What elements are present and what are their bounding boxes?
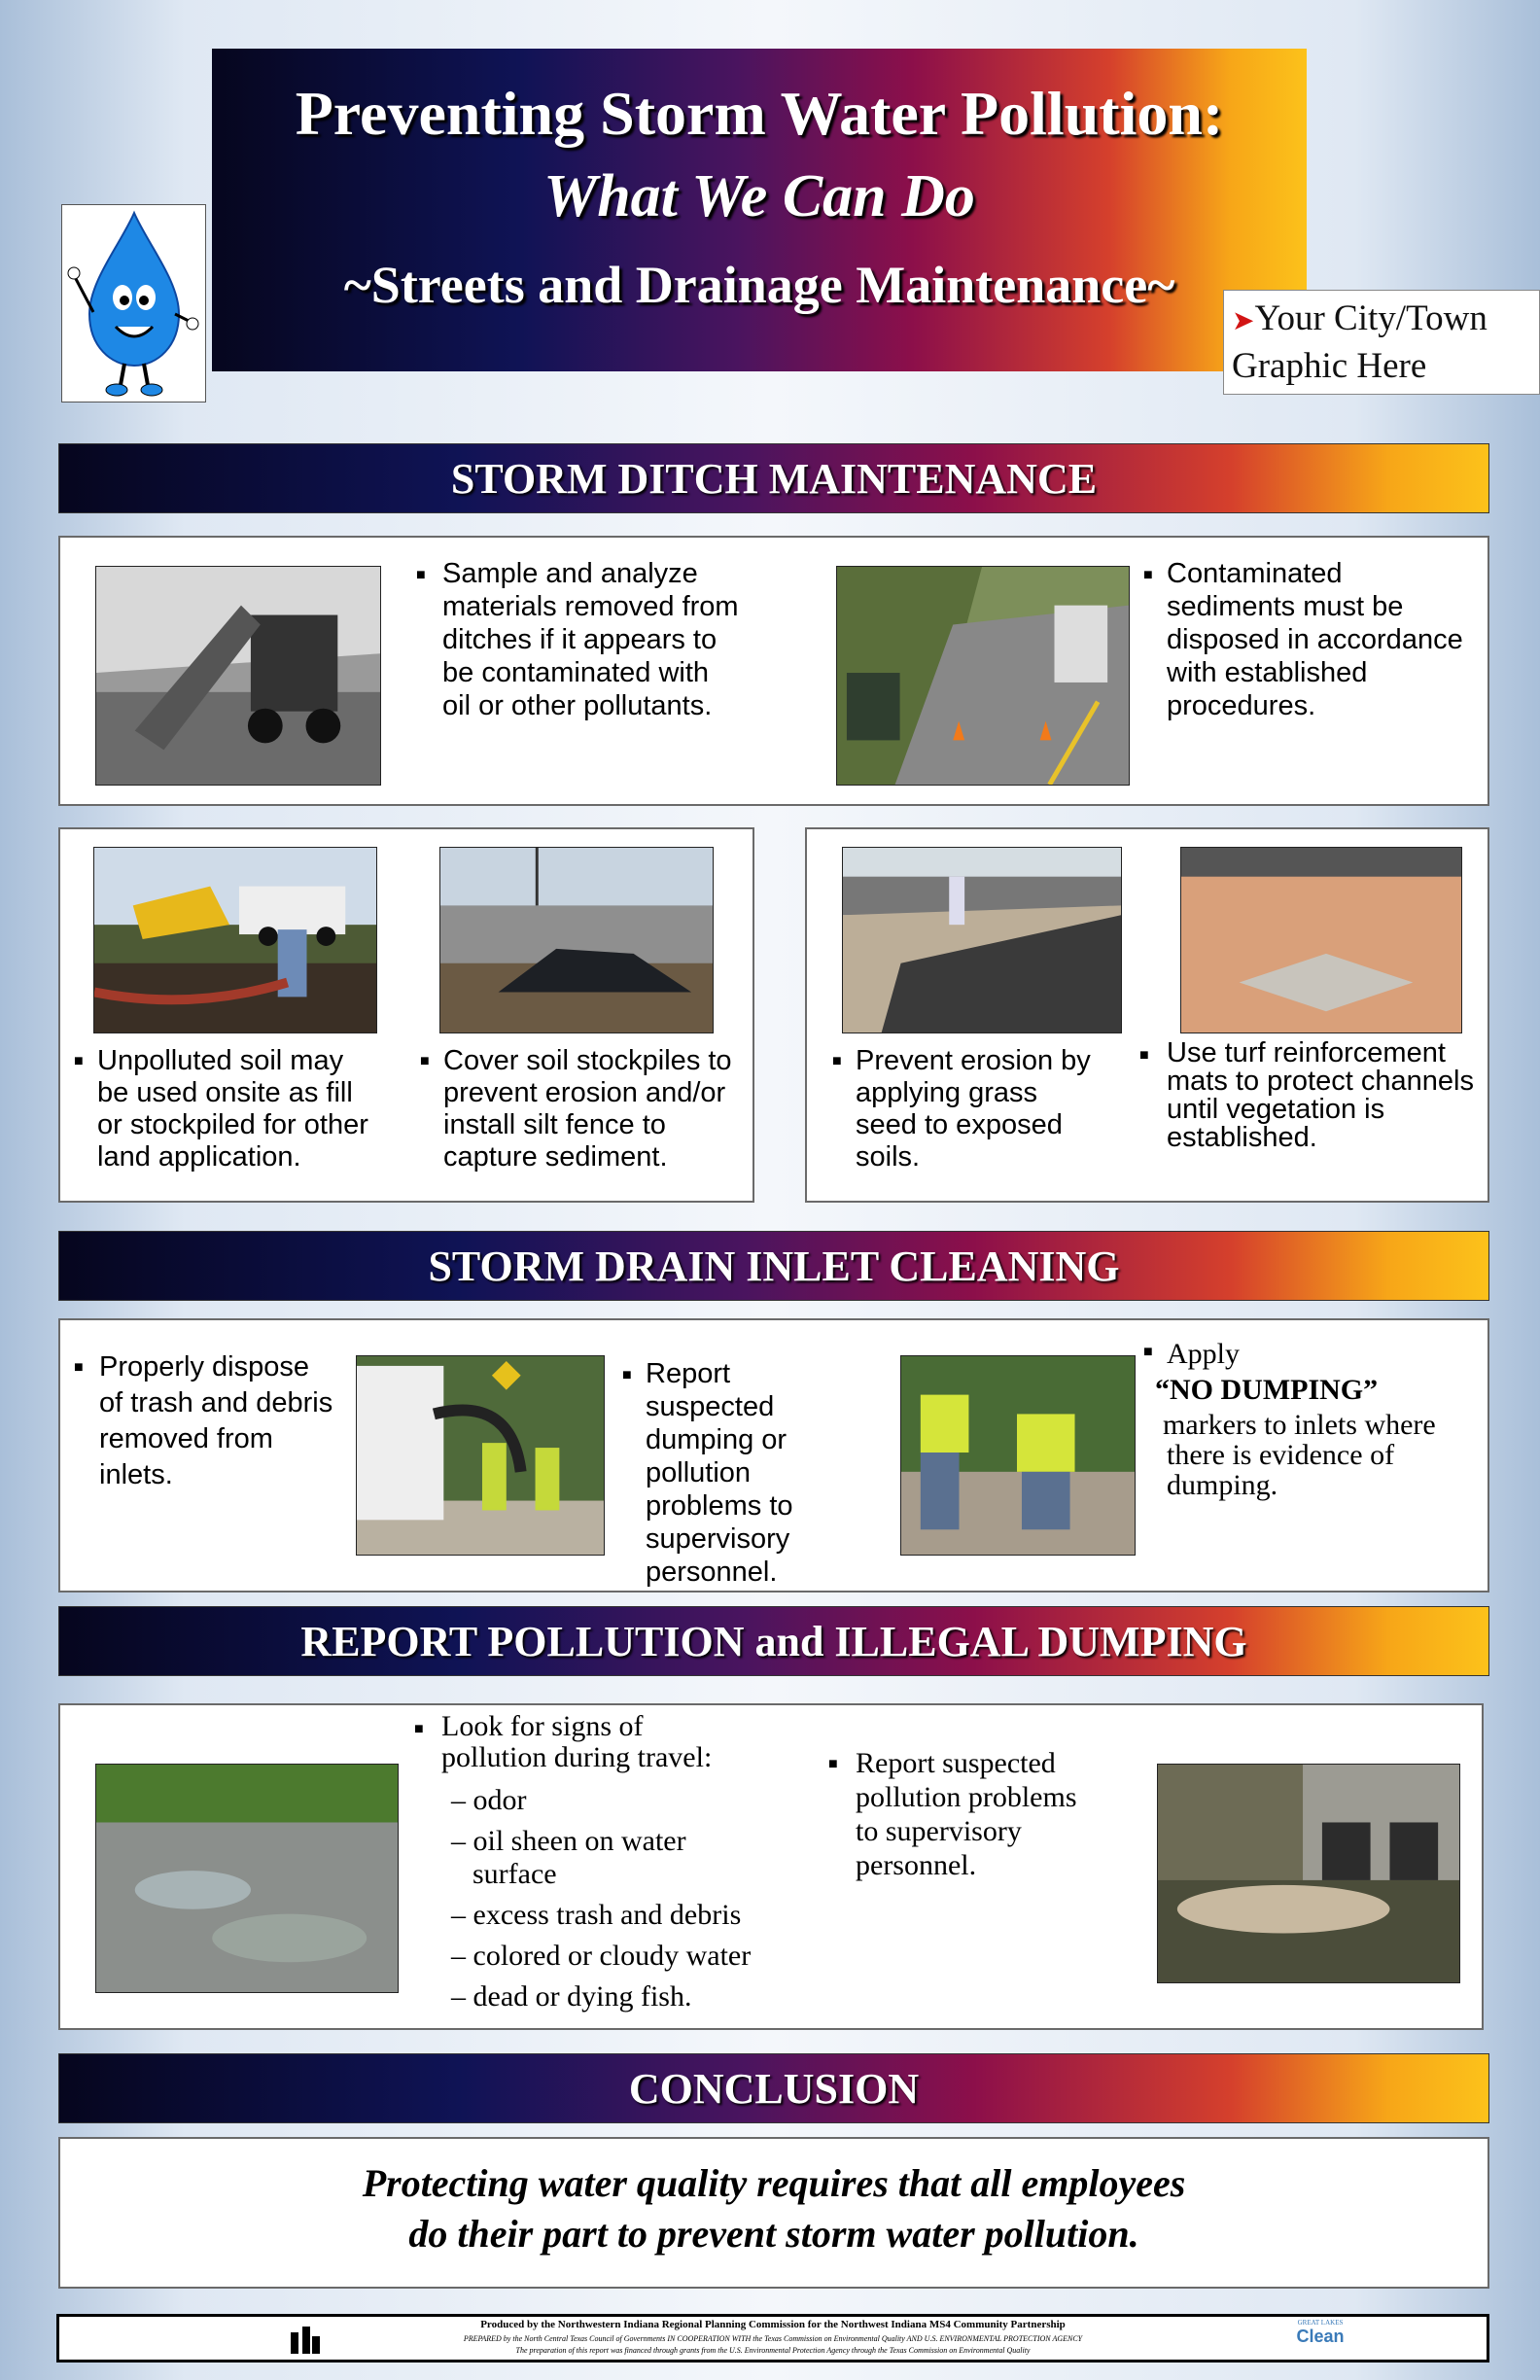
sign-oil-sheen-cont: surface bbox=[472, 1858, 557, 1890]
ditch-panel-right bbox=[805, 827, 1489, 1203]
clean-logo: GREAT LAKES Clean bbox=[1296, 2319, 1345, 2346]
report-suspected: Report suspected pollution problems to supervisory personnel. bbox=[856, 1747, 1077, 1881]
photo-culvert-trash bbox=[1157, 1764, 1460, 1983]
footer-financed-by: The preparation of this report was financed through grants from the U.S. Environmental Protection Agency through the Texas Commission on Environmental Quality bbox=[515, 2346, 1031, 2355]
ditch-item-4: Cover soil stockpiles to prevent erosion and/or install silt fence to capture sediment. bbox=[443, 1045, 732, 1172]
section-heading-report: REPORT POLLUTION and ILLEGAL DUMPING bbox=[58, 1606, 1489, 1676]
inlet-item-2: Report suspected dumping or pollution problems to supervisory personnel. bbox=[646, 1358, 793, 1588]
photo-dump-truck bbox=[95, 566, 381, 786]
ditch-item-6: Use turf reinforcement mats to protect channels until vegetation is established. bbox=[1167, 1037, 1474, 1153]
photo-turf-mat bbox=[1180, 847, 1462, 1033]
photo-marker-install bbox=[900, 1355, 1136, 1556]
sign-trash: – excess trash and debris bbox=[451, 1899, 742, 1931]
city-graphic-line1: Your City/Town bbox=[1254, 298, 1488, 338]
ditch-item-5: Prevent erosion by applying grass seed to exposed soils. bbox=[856, 1045, 1091, 1172]
arrow-icon: ➤ bbox=[1232, 306, 1255, 336]
conclusion-panel bbox=[58, 2137, 1489, 2289]
look-for-signs: Look for signs of pollution during travel: bbox=[441, 1710, 713, 1773]
sign-cloudy-water: – colored or cloudy water bbox=[451, 1940, 752, 1972]
footer bbox=[56, 2314, 1489, 2362]
ditch-item-3: Unpolluted soil may be used onsite as fill or stockpiled for other land application. bbox=[97, 1045, 368, 1172]
photo-vacuum-truck bbox=[356, 1355, 605, 1556]
bullet-icon: ■ bbox=[832, 1053, 842, 1069]
title-banner bbox=[212, 49, 1307, 371]
city-graphic-placeholder bbox=[1223, 290, 1540, 395]
conclusion-line2: do their part to prevent storm water pollution. bbox=[408, 2212, 1139, 2256]
bullet-icon: ■ bbox=[74, 1053, 84, 1069]
bullet-icon: ■ bbox=[416, 567, 426, 583]
sign-dead-fish: – dead or dying fish. bbox=[451, 1980, 692, 2012]
photo-covered-stockpile bbox=[439, 847, 714, 1033]
city-graphic-line2: Graphic Here bbox=[1232, 346, 1427, 386]
inlet-item-3-rest: markers to inlets where there is evidence of dumping. bbox=[1163, 1409, 1436, 1501]
section-heading-inlet: STORM DRAIN INLET CLEANING bbox=[58, 1231, 1489, 1301]
ditch-panel-top bbox=[58, 536, 1489, 806]
photo-roadside-crew bbox=[836, 566, 1130, 786]
inlet-item-1: Properly dispose of trash and debris removed from inlets. bbox=[99, 1351, 333, 1490]
sign-oil-sheen: – oil sheen on water bbox=[451, 1825, 686, 1857]
bullet-icon: ■ bbox=[622, 1367, 632, 1383]
photo-loader-truck bbox=[93, 847, 377, 1033]
ditch-item-1: Sample and analyze materials removed from ditches if it appears to be contaminated with oil or other pollutants. bbox=[442, 558, 739, 721]
bullet-icon: ■ bbox=[414, 1721, 424, 1737]
bullet-icon: ■ bbox=[1143, 1344, 1153, 1360]
photo-grass-seeding bbox=[842, 847, 1122, 1033]
section-heading-ditch: STORM DITCH MAINTENANCE bbox=[58, 443, 1489, 513]
sign-odor: – odor bbox=[451, 1784, 527, 1816]
inlet-item-3-apply: Apply bbox=[1167, 1338, 1240, 1370]
bullet-icon: ■ bbox=[1139, 1047, 1149, 1064]
no-dumping-label: “NO DUMPING” bbox=[1155, 1374, 1379, 1406]
poster-title: Preventing Storm Water Pollution: bbox=[295, 79, 1224, 148]
footer-produced-by: Produced by the Northwestern Indiana Regional Planning Commission for the Northwest Indiana MS4 Community Partnership bbox=[480, 2319, 1066, 2330]
inlet-panel bbox=[58, 1318, 1489, 1592]
section-heading-conclusion: CONCLUSION bbox=[58, 2053, 1489, 2123]
ditch-item-2: Contaminated sediments must be disposed in accordance with established procedures. bbox=[1167, 558, 1463, 721]
bullet-icon: ■ bbox=[828, 1756, 838, 1772]
photo-polluted-water bbox=[95, 1764, 399, 1993]
nirpc-logo-icon bbox=[289, 2323, 322, 2356]
water-drop-mascot-icon bbox=[61, 204, 206, 402]
bullet-icon: ■ bbox=[420, 1053, 430, 1069]
report-panel bbox=[58, 1703, 1484, 2030]
poster-subtitle: What We Can Do bbox=[543, 163, 975, 229]
bullet-icon: ■ bbox=[74, 1359, 84, 1376]
ditch-panel-left bbox=[58, 827, 754, 1203]
poster-topic: ~Streets and Drainage Maintenance~ bbox=[343, 256, 1175, 314]
footer-prepared-by: PREPARED by the North Central Texas Council of Governments IN COOPERATION WITH the Texas Commission on Environmental Quality AND U.S. ENVIRONMENTAL PROTECTION AGENCY bbox=[463, 2334, 1083, 2343]
bullet-icon: ■ bbox=[1143, 567, 1153, 583]
conclusion-line1: Protecting water quality requires that all employees bbox=[362, 2161, 1186, 2205]
